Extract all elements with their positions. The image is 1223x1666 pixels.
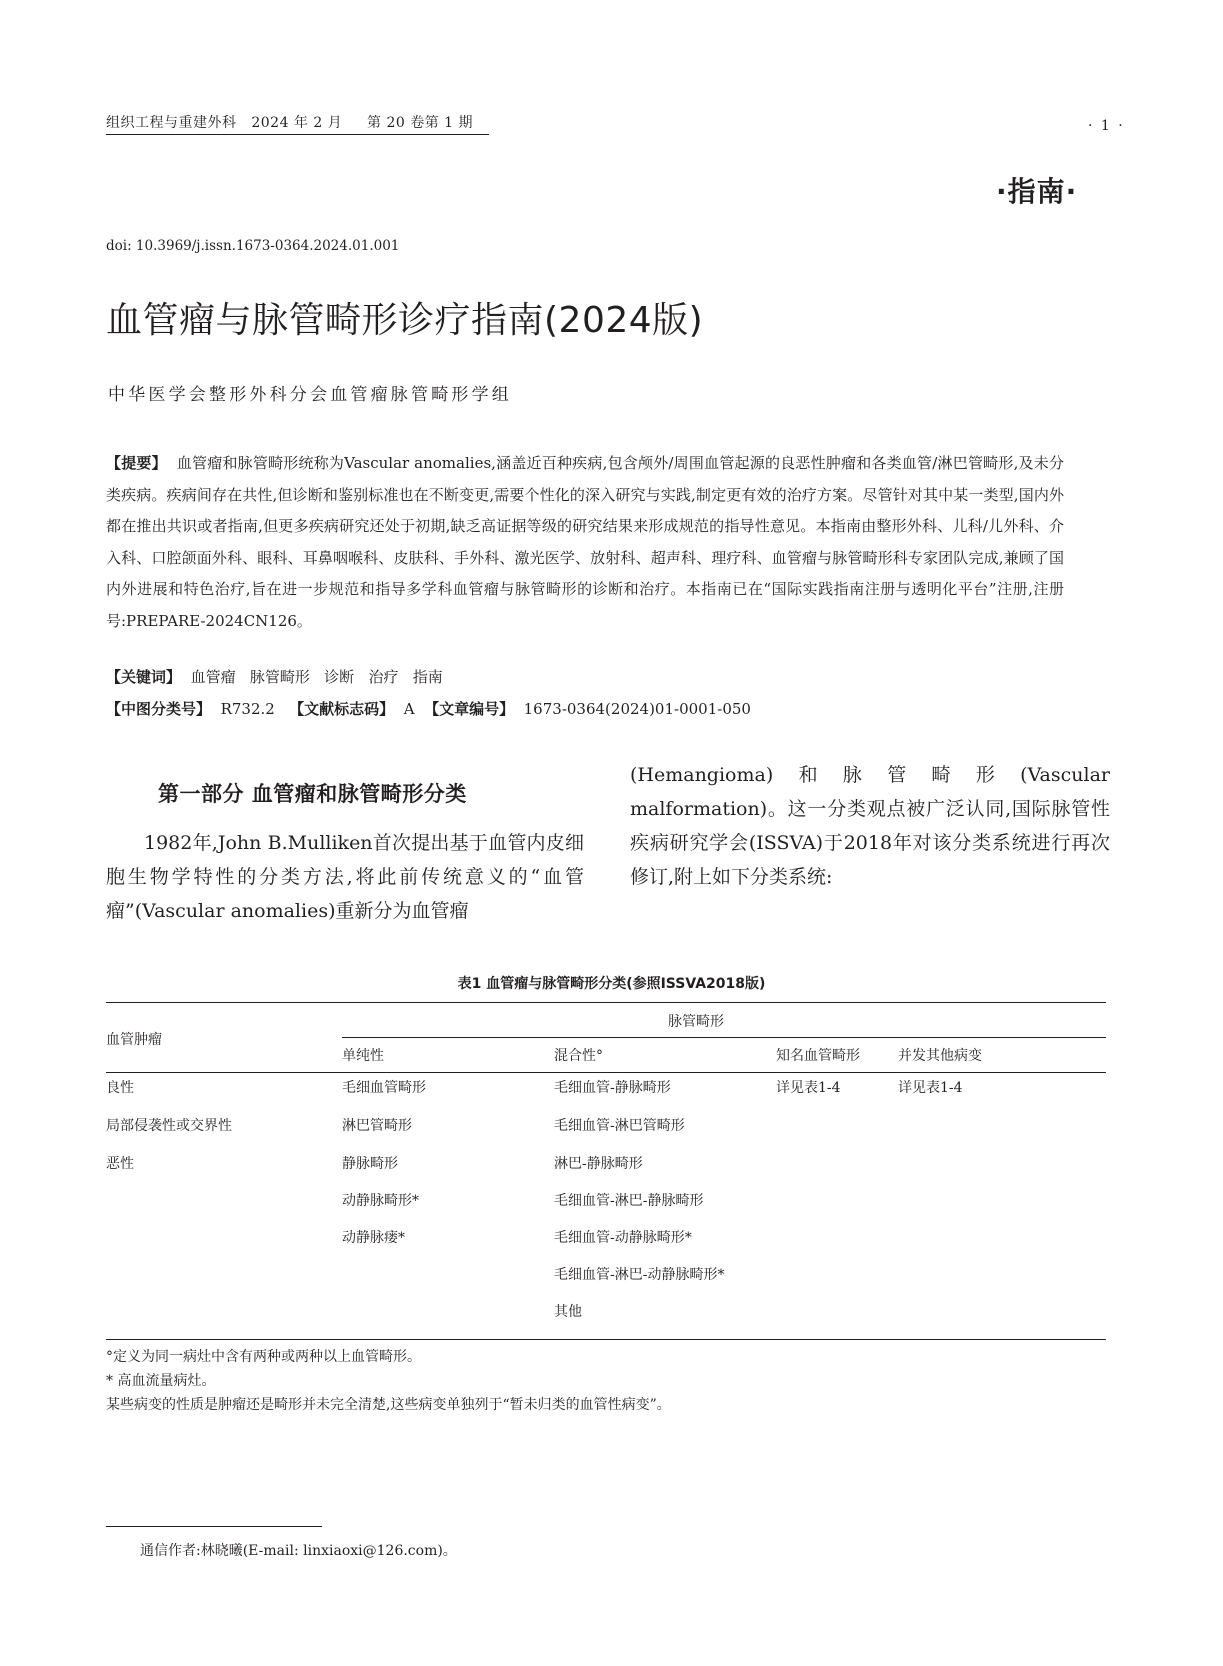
corresponding-author: 通信作者:林晓曦(E-mail: linxiaoxi@126.com)。: [140, 1543, 457, 1559]
tumor-cell: 局部侵袭性或交界性: [106, 1118, 232, 1134]
article-title: 血管瘤与脉管畸形诊疗指南(2024版): [106, 300, 704, 341]
footnote-high-flow: * 高血流量病灶。: [106, 1373, 216, 1389]
authors: 中华医学会整形外科分会血管瘤脉管畸形学组: [108, 385, 512, 405]
left-column-paragraph: 1982年,John B.Mulliken首次提出基于血管内皮细胞生物学特性的分类方法,将此前传统意义的“血管瘤”(Vascular anomalies)重新分为血管瘤: [106, 832, 584, 922]
combined-cell: 毛细血管-静脉畸形: [554, 1080, 671, 1096]
header-associated: 并发其他病变: [898, 1048, 982, 1064]
section-tag: ·指南·: [996, 175, 1078, 208]
page-number: · 1 ·: [1088, 118, 1125, 134]
header-named: 知名血管畸形: [776, 1048, 860, 1064]
named-cell: 详见表1-4: [776, 1080, 841, 1096]
combined-cell: 毛细血管-淋巴-静脉畸形: [554, 1193, 704, 1209]
simple-cell: 毛细血管畸形: [342, 1080, 426, 1096]
right-column-paragraph: (Hemangioma)和脉管畸形(Vascular malformation)。这一分类观点被广泛认同,国际脉管性疾病研究学会(ISSVA)于2018年对该分类系统进行再次修订,附上如下分类系统:: [630, 764, 1110, 888]
simple-cell: 淋巴管畸形: [342, 1118, 412, 1134]
combined-cell: 毛细血管-淋巴管畸形: [554, 1118, 685, 1134]
abstract-label: 【提要】: [106, 454, 167, 472]
article-number-label: 【文章编号】: [424, 700, 515, 718]
doc-code-value: A: [403, 700, 415, 718]
simple-cell: 动静脉瘘*: [342, 1230, 405, 1246]
keywords-line: [106, 666, 443, 687]
doc-code-label: 【文献标志码】: [289, 700, 395, 718]
combined-cell: 毛细血管-动静脉畸形*: [554, 1230, 692, 1246]
tumor-cell: 恶性: [106, 1156, 134, 1172]
doi[interactable]: doi: 10.3969/j.issn.1673-0364.2024.01.001: [106, 238, 400, 254]
article-number-value: 1673-0364(2024)01-0001-050: [523, 700, 751, 718]
table-caption: 表1 血管瘤与脉管畸形分类(参照ISSVA2018版): [457, 976, 766, 992]
abstract-text: 血管瘤和脉管畸形统称为Vascular anomalies,涵盖近百种疾病,包含颅外/周围血管起源的良恶性肿瘤和各类血管/淋巴管畸形,及未分类疾病。疾病间存在共性,但诊断和鉴别标准也在不断变更,需要个性化的深入研究与实践,制定更有效的治疗方案。尽管针对其中某一类型,国内外都在推出共识或者指南,但更多疾病研究还处于初期,缺乏高证据等级的研究结果来形成规范的指导性意见。本指南由整形外科、儿科/儿外科、介入科、口腔颌面外科、眼科、耳鼻咽喉科、皮肤科、手外科、激光医学、放射科、超声科、理疗科、血管瘤与脉管畸形科专家团队完成,兼顾了国内外进展和特色治疗,旨在进一步规范和指导多学科血管瘤与脉管畸形的诊断和治疗。本指南已在“国际实践指南注册与透明化平台”注册,注册号:PREPARE-2024CN126。: [106, 454, 1064, 630]
part-heading: 第一部分 血管瘤和脉管畸形分类: [158, 782, 467, 806]
simple-cell: 动静脉畸形*: [342, 1193, 419, 1209]
associated-cell: 详见表1-4: [898, 1080, 963, 1096]
header-combined: 混合性°: [554, 1048, 603, 1064]
footnote-rule: [106, 1526, 322, 1527]
abstract: [106, 448, 1064, 637]
combined-cell: 淋巴-静脉畸形: [554, 1156, 643, 1172]
table-footnotes: [106, 1345, 671, 1417]
tumor-cell: 良性: [106, 1080, 134, 1096]
footnote-unclassified: 某些病变的性质是肿瘤还是畸形并未完全清楚,这些病变单独列于“暂未归类的血管性病变”。: [106, 1397, 671, 1413]
combined-cell: 毛细血管-淋巴-动静脉畸形*: [554, 1267, 725, 1283]
running-head: 组织工程与重建外科 2024 年 2 月 第 20 卷第 1 期: [106, 115, 474, 131]
classification-table: [106, 1002, 1106, 1340]
header-tumor: 血管肿瘤: [106, 1032, 162, 1048]
header-bottom-rule: [106, 1072, 1106, 1073]
clc-label: 【中图分类号】: [106, 700, 212, 718]
header-sub-rule: [342, 1037, 1106, 1038]
header-simple: 单纯性: [342, 1048, 384, 1064]
keywords: 血管瘤 脉管畸形 诊断 治疗 指南: [190, 668, 443, 686]
combined-cell: 其他: [554, 1304, 582, 1320]
running-head-rule: [106, 134, 489, 135]
keywords-label: 【关键词】: [106, 668, 182, 686]
header-malformation: 脉管畸形: [668, 1014, 724, 1030]
clc-value: R732.2: [220, 700, 275, 718]
simple-cell: 静脉畸形: [342, 1156, 398, 1172]
footnote-combined: °定义为同一病灶中含有两种或两种以上血管畸形。: [106, 1349, 421, 1365]
classification-line: [106, 698, 751, 719]
